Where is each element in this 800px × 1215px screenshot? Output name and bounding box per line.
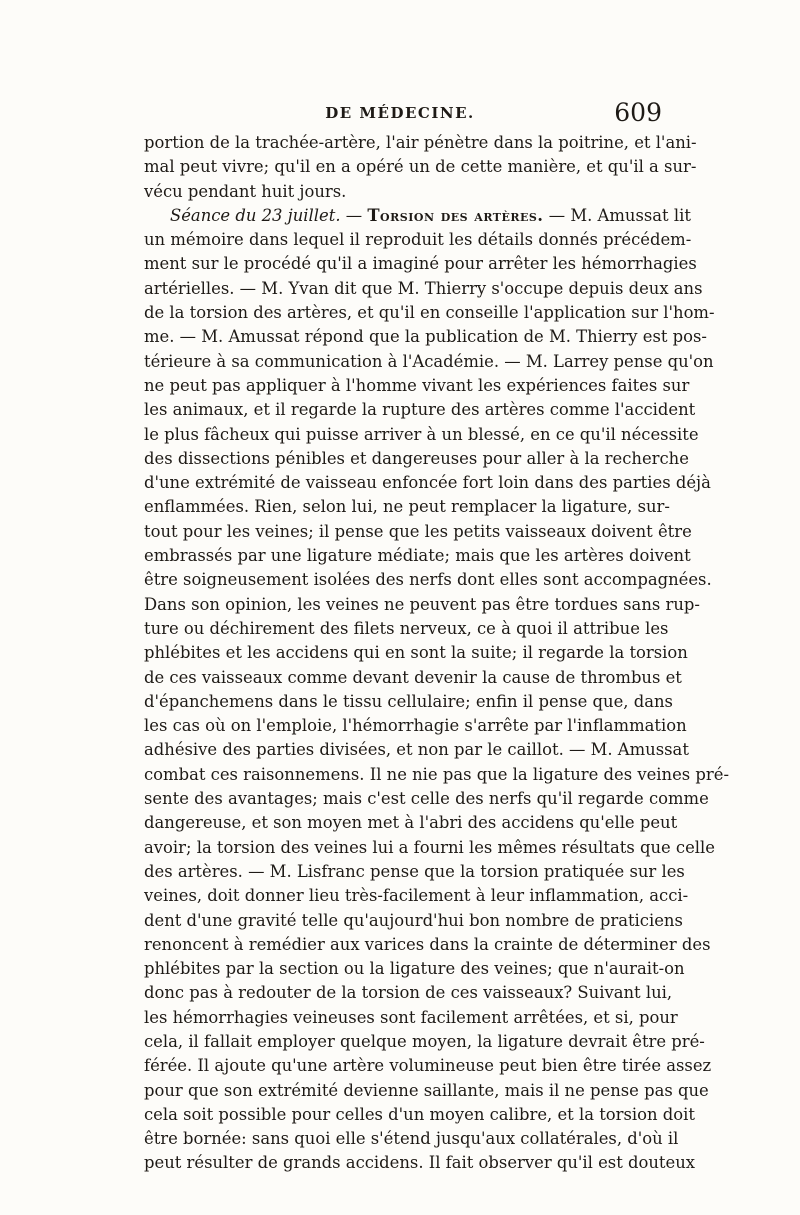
text-line: sente des avantages; mais c'est celle des nerfs qu'il regarde comme	[144, 789, 709, 809]
text-line: un mémoire dans lequel il reproduit les détails donnés précédem-	[144, 230, 692, 250]
session-date: Séance du 23 juillet.	[170, 205, 341, 225]
text-line: férée. Il ajoute qu'une artère volumineuse peut bien être tirée assez	[144, 1056, 712, 1076]
text-line: embrassés par une ligature médiate; mais que les artères doivent	[144, 546, 691, 566]
text-line: les animaux, et il regarde la rupture des artères comme l'accident	[144, 400, 696, 420]
text-line: être soigneusement isolées des nerfs dont elles sont accompagnées.	[144, 570, 712, 590]
page-number: 609	[614, 98, 662, 127]
text-line: dangereuse, et son moyen met à l'abri des accidens qu'elle peut	[144, 813, 678, 833]
text-line: donc pas à redouter de la torsion de ces vaisseaux? Suivant lui,	[144, 983, 673, 1003]
text-line: les hémorrhagies veineuses sont facilement arrêtées, et si, pour	[144, 1007, 678, 1027]
text-line: enflammées. Rien, selon lui, ne peut remplacer la ligature, sur-	[144, 497, 670, 517]
text-segment: — M. Amussat lit	[543, 205, 691, 225]
text-line: cela soit possible pour celles d'un moyen calibre, et la torsion doit	[144, 1104, 695, 1124]
running-head: DE MÉDECINE.	[325, 104, 475, 122]
session-topic: Torsion des artères.	[367, 205, 544, 225]
text-line: phlébites par la section ou la ligature des veines; que n'aurait-on	[144, 959, 685, 979]
separator: —	[340, 205, 368, 225]
text-line: vécu pendant huit jours.	[144, 181, 347, 201]
text-line: mal peut vivre; qu'il en a opéré un de cette manière, et qu'il a sur-	[144, 157, 697, 177]
text-line: ture ou déchirement des filets nerveux, ce à quoi il attribue les	[144, 618, 669, 638]
page-header	[144, 98, 662, 128]
text-line: les cas où on l'emploie, l'hémorrhagie s'arrête par l'inflammation	[144, 716, 687, 736]
text-line: le plus fâcheux qui puisse arriver à un blessé, en ce qu'il nécessite	[144, 424, 699, 444]
text-line: portion de la trachée-artère, l'air pénètre dans la poitrine, et l'ani-	[144, 133, 697, 152]
text-line: de ces vaisseaux comme devant devenir la cause de thrombus et	[144, 667, 682, 687]
text-line: combat ces raisonnemens. Il ne nie pas que la ligature des veines pré-	[144, 764, 729, 784]
text-line: d'une extrémité de vaisseau enfoncée fort loin dans des parties déjà	[144, 473, 711, 493]
text-line: ment sur le procédé qu'il a imaginé pour arrêter les hémorrhagies	[144, 254, 697, 274]
text-line: des artères. — M. Lisfranc pense que la torsion pratiquée sur les	[144, 861, 685, 881]
text-line: me. — M. Amussat répond que la publication de M. Thierry est pos-	[144, 327, 707, 347]
text-line: Dans son opinion, les veines ne peuvent pas être tordues sans rup-	[144, 594, 700, 614]
text-line: phlébites et les accidens qui en sont la suite; il regarde la torsion	[144, 643, 688, 663]
text-line: adhésive des parties divisées, et non par le caillot. — M. Amussat	[144, 740, 689, 760]
text-line: veines, doit donner lieu très-facilement à leur inflammation, acci-	[144, 886, 689, 906]
text-line: pour que son extrémité devienne saillante, mais il ne pense pas que	[144, 1080, 709, 1100]
text-line: avoir; la torsion des veines lui a fourni les mêmes résultats que celle	[144, 837, 715, 857]
text-line: cela, il fallait employer quelque moyen, la ligature devrait être pré-	[144, 1031, 705, 1051]
session-heading-line	[144, 204, 691, 228]
body-text	[144, 131, 729, 1176]
text-line: dent d'une gravité telle qu'aujourd'hui bon nombre de praticiens	[144, 910, 683, 930]
text-line: d'épanchemens dans le tissu cellulaire; enfin il pense que, dans	[144, 691, 673, 711]
text-line: de la torsion des artères, et qu'il en conseille l'application sur l'hom-	[144, 303, 715, 323]
text-line: tout pour les veines; il pense que les petits vaisseaux doivent être	[144, 521, 692, 541]
text-line: peut résulter de grands accidens. Il fait observer qu'il est douteux	[144, 1153, 696, 1173]
text-line: artérielles. — M. Yvan dit que M. Thierry s'occupe depuis deux ans	[144, 278, 703, 298]
text-line: renoncent à remédier aux varices dans la crainte de déterminer des	[144, 934, 711, 954]
text-line: ne peut pas appliquer à l'homme vivant les expériences faites sur	[144, 375, 690, 395]
text-line: être bornée: sans quoi elle s'étend jusqu'aux collatérales, d'où il	[144, 1129, 679, 1149]
text-line: des dissections pénibles et dangereuses pour aller à la recherche	[144, 448, 689, 468]
text-line: térieure à sa communication à l'Académie. — M. Larrey pense qu'on	[144, 351, 714, 371]
